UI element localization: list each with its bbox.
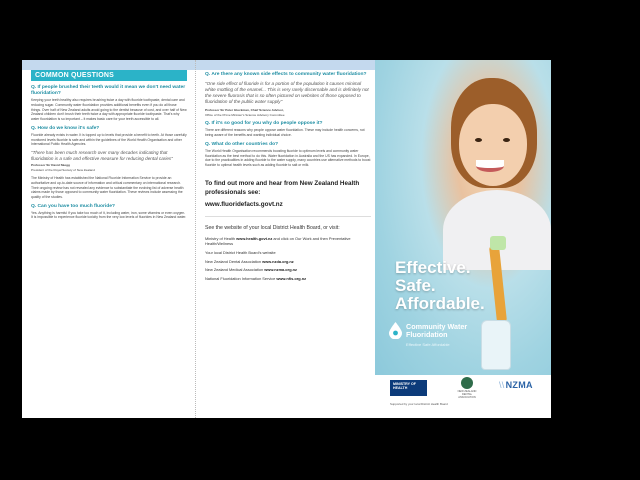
answer-other-countries: The World Health Organisation recommends boosting fluoride to optimum levels and community water fluoridation as the best method to do this. Water fluoridation in Australia and the US has expanded. In Europe, due to the practicalities in adding fluoride to the water supply, many countries use alternative methods to boost fluoride to optimal health levels such as adding fluoride to salt or milk.: [205, 148, 371, 168]
quote-skegg: "There has been much research over many decades indicating that fluoridation is a safe and effective measure for reducing dental caries": [31, 149, 173, 161]
fluoridefacts-link[interactable]: www.fluoridefacts.govt.nz: [205, 201, 283, 209]
link-ministry-of-health: Ministry of Health www.health.govt.nz and click on Our Work and then Preventative Health/Wellness: [205, 235, 351, 247]
nzda-link[interactable]: www.nzda.org.nz: [262, 258, 294, 264]
answer-safety-ministry: The Ministry of Health has established the National Fluoride Information Service to provide an authoritative and up-to-date source of information and critical commentary on international research. Their ongoing review has not revealed any evidence to substantiate the evolving list of adverse health claims made by those opposed to community water fluoridation. These reviews include assessing the quality of the studies.: [31, 176, 184, 199]
middle-panel: [205, 70, 371, 418]
answer-oppose: There are different reasons why people oppose water fluoridation. These may include health concerns, not being aware of the benefits and wanting individual choice.: [205, 128, 365, 138]
find-out-more-heading: To find out more and hear from New Zealand Health professionals see:: [205, 179, 360, 196]
quote-gluckman-name: Professor Sir Peter Gluckman, Chief Science Advisor,: [205, 108, 284, 112]
cover-title: Community Water Fluoridation: [406, 322, 468, 339]
common-questions-header: COMMON QUESTIONS: [31, 70, 187, 81]
question-other-countries: Q. What do other countries do?: [205, 141, 279, 147]
cover-subtitle: Effective Safe Affordable: [406, 342, 450, 347]
fold-line: [195, 60, 196, 418]
quote-gluckman: "One side effect of fluoride is for a portion of the population it causes minimal white mottling of the enamel... This is very rarely discernable and is definitely not the severe fluorosis that is so often pictured on websites of those opposed to fluoridation of the public water supply": [205, 81, 369, 105]
see-also-text: See the website of your local District Health Board, or visit:: [205, 225, 340, 232]
answer-brushing: Keeping your teeth healthy also requires brushing twice a day with fluoride toothpaste, dental care and reducing sugar. Community water fluoridation provides additional benefits even if you do all those things. Over half of New Zealand adults avoid going to the dentist because of cost, and over half of New Zealand children don't brush their teeth twice a day with appropriate fluoride toothpaste. That's why water fluoridation is so important – it makes basic care for your teeth accessible to all.: [31, 98, 187, 121]
health-govt-link[interactable]: www.health.govt.nz: [236, 235, 273, 241]
quote-skegg-role: President of the Royal Society of New Zealand: [31, 167, 95, 172]
nfis-link[interactable]: www.nfis.org.nz: [276, 275, 307, 281]
brochure: [22, 60, 551, 418]
link-dhb: Your local District Health Board's website: [205, 249, 276, 255]
cover-tagline: Effective. Safe. Affordable.: [395, 258, 485, 314]
support-note: Supported by your local District Health Board: [390, 402, 448, 406]
logo-strip: [375, 375, 551, 408]
link-nzda: New Zealand Dental Association www.nzda.org.nz: [205, 258, 294, 264]
answer-too-much: Yes. Anything is harmful if you take too much of it, including water, iron, some vitamins or even oxygen. It is impossible to experience fluoride toxicity from the very low levels of fluorides in New Zealand water.: [31, 210, 187, 220]
question-safety: Q. How do we know it's safe?: [31, 125, 100, 131]
quote-gluckman-role: Office of the Prime Minister's Science Advisory Committee: [205, 113, 285, 118]
question-oppose: Q. If it's so good for you why do people oppose it?: [205, 121, 323, 127]
answer-safety: Fluoride already exists in water. It is topped up to levels that provide a benefit to teeth. At those carefully monitored levels fluoride is safe and within the guidelines of the World Health Organisation and other International Public Health Agencies.: [31, 132, 187, 147]
quote-skegg-name: Professor Sir David Skegg: [31, 162, 70, 167]
cover-photo-child: [375, 60, 551, 375]
question-side-effects: Q. Are there any known side effects to community water fluoridation?: [205, 72, 367, 77]
divider: [205, 216, 371, 217]
nzda-logo: NEW ZEALAND DENTAL ASSOCIATION: [455, 377, 479, 399]
question-brushing: Q. If people brushed their teeth would it mean we don't need water fluoridation?: [31, 85, 186, 97]
water-drop-icon: [389, 322, 402, 339]
nzma-link[interactable]: www.nzma.org.nz: [264, 267, 297, 273]
question-too-much: Q. Can you have too much fluoride?: [31, 203, 115, 209]
water-bottle-image: [481, 320, 511, 370]
link-nfis: National Fluoridation Information Service www.nfis.org.nz: [205, 275, 307, 281]
nzma-logo: \\NZMA: [499, 380, 533, 390]
link-nzma: New Zealand Medical Association www.nzma.org.nz: [205, 267, 297, 273]
ministry-of-health-logo: MINISTRY OF HEALTH: [390, 380, 427, 396]
cover-panel: [375, 60, 551, 408]
common-questions-panel: [31, 70, 187, 418]
